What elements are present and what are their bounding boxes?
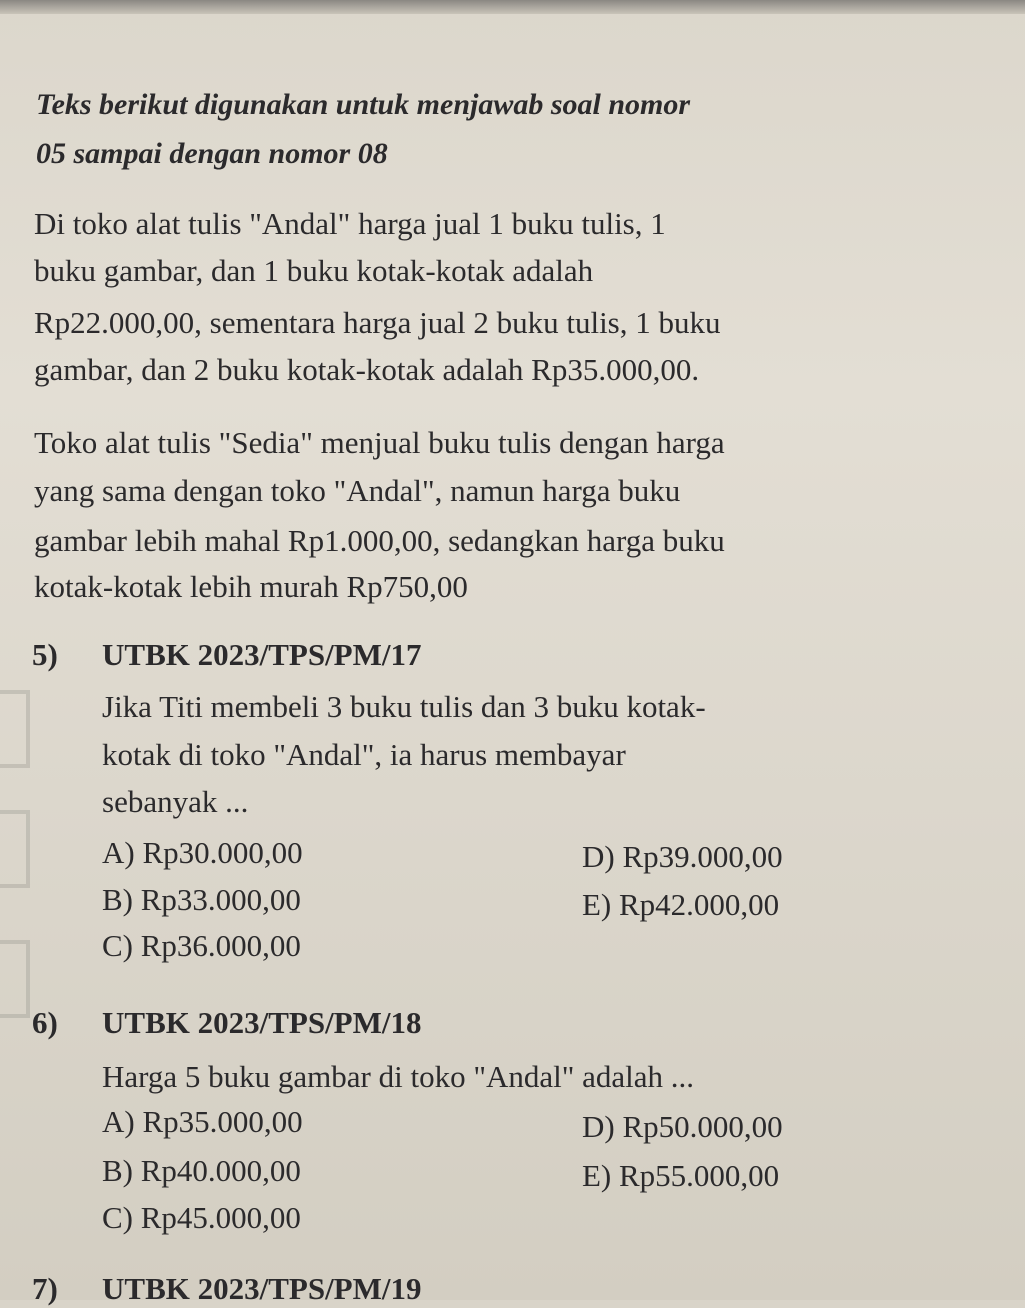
- question-5-option-e: E) Rp42.000,00: [582, 887, 780, 922]
- question-6-number: 6): [32, 1005, 58, 1040]
- question-5-option-d: D) Rp39.000,00: [582, 839, 783, 874]
- paragraph-2-line: Toko alat tulis "Sedia" menjual buku tulis dengan harga: [34, 425, 725, 460]
- question-5-option-b: B) Rp33.000,00: [102, 882, 301, 917]
- paper-top-edge: [0, 0, 1025, 14]
- intro-line-1: Teks berikut digunakan untuk menjawab soal nomor: [36, 88, 691, 121]
- question-5-text: kotak di toko "Andal", ia harus membayar: [102, 737, 626, 772]
- question-6-option-e: E) Rp55.000,00: [582, 1158, 780, 1193]
- question-6-option-d: D) Rp50.000,00: [582, 1109, 783, 1144]
- paragraph-1-line: Di toko alat tulis "Andal" harga jual 1 buku tulis, 1: [34, 206, 666, 241]
- intro-line-2: 05 sampai dengan nomor 08: [36, 137, 388, 170]
- bleed-through-mark: [0, 810, 30, 888]
- question-5-number: 5): [32, 637, 58, 672]
- bleed-through-mark: [0, 690, 30, 768]
- paragraph-1-line: buku gambar, dan 1 buku kotak-kotak adalah: [34, 253, 594, 288]
- question-5-code: UTBK 2023/TPS/PM/17: [102, 637, 422, 672]
- question-5-option-c: C) Rp36.000,00: [102, 928, 301, 963]
- question-5-option-a: A) Rp30.000,00: [102, 835, 303, 870]
- question-5-text: Jika Titi membeli 3 buku tulis dan 3 buku kotak-: [102, 689, 706, 724]
- paragraph-2-line: yang sama dengan toko "Andal", namun harga buku: [34, 473, 681, 508]
- question-6-option-c: C) Rp45.000,00: [102, 1200, 301, 1235]
- question-6-option-a: A) Rp35.000,00: [102, 1104, 303, 1139]
- question-6-text: Harga 5 buku gambar di toko "Andal" adalah ...: [102, 1059, 695, 1094]
- question-6-code: UTBK 2023/TPS/PM/18: [102, 1005, 422, 1040]
- paragraph-2-line: kotak-kotak lebih murah Rp750,00: [34, 569, 468, 604]
- paragraph-1-line: Rp22.000,00, sementara harga jual 2 buku tulis, 1 buku: [34, 305, 721, 340]
- question-7-code: UTBK 2023/TPS/PM/19: [102, 1271, 422, 1306]
- question-5-text: sebanyak ...: [102, 784, 249, 819]
- question-7-number: 7): [32, 1271, 58, 1306]
- paragraph-2-line: gambar lebih mahal Rp1.000,00, sedangkan harga buku: [34, 523, 725, 558]
- paragraph-1-line: gambar, dan 2 buku kotak-kotak adalah Rp35.000,00.: [34, 352, 700, 387]
- question-6-option-b: B) Rp40.000,00: [102, 1153, 301, 1188]
- bleed-through-mark: [0, 940, 30, 1018]
